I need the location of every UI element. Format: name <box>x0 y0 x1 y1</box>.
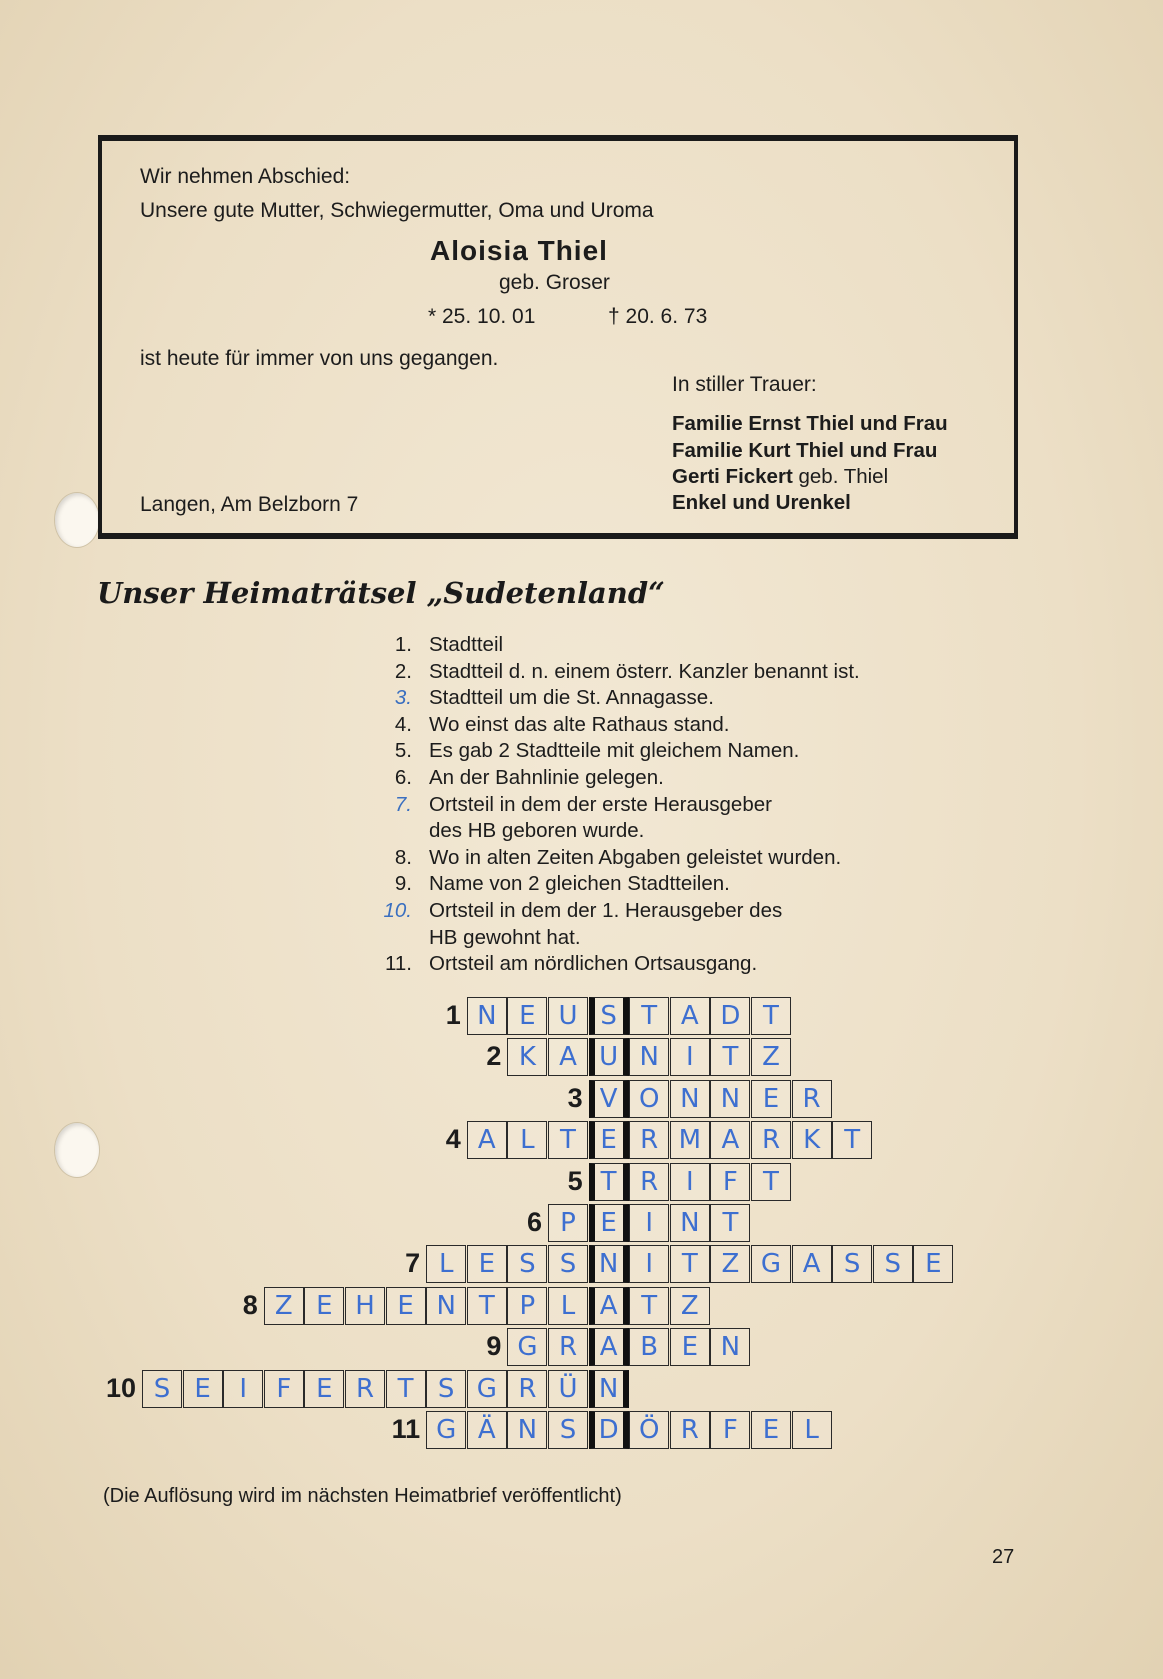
clue-number: 11. <box>385 952 412 976</box>
grid-cell[interactable]: I <box>670 1038 710 1076</box>
grid-cell[interactable]: N <box>467 997 507 1035</box>
grid-cell[interactable]: N <box>589 1245 629 1283</box>
death-date: † 20. 6. 73 <box>608 305 708 328</box>
mourner-1: Familie Ernst Thiel und Frau <box>672 412 948 435</box>
notice-gone-text: ist heute für immer von uns gegangen. <box>140 347 499 370</box>
grid-cell[interactable]: E <box>507 997 547 1035</box>
clue-number: 9. <box>394 872 412 896</box>
mourner-3-name: Gerti Fickert <box>672 465 793 488</box>
grid-cell[interactable]: P <box>548 1204 588 1242</box>
grid-cell[interactable]: S <box>548 1411 588 1449</box>
grid-cell[interactable]: T <box>589 1163 629 1201</box>
grid-cell[interactable]: G <box>467 1370 507 1408</box>
grid-cell[interactable]: Z <box>710 1245 750 1283</box>
grid-cell[interactable]: T <box>751 1163 791 1201</box>
grid-cell[interactable]: O <box>629 1080 669 1118</box>
mourner-3 <box>672 465 888 489</box>
grid-cell[interactable]: E <box>183 1370 223 1408</box>
grid-cell[interactable]: F <box>264 1370 304 1408</box>
grid-cell[interactable]: E <box>589 1121 629 1159</box>
grid-cell[interactable]: I <box>629 1204 669 1242</box>
grid-cell[interactable]: T <box>710 1038 750 1076</box>
grid-cell[interactable]: N <box>670 1080 710 1118</box>
grid-cell[interactable]: F <box>710 1411 750 1449</box>
grid-cell[interactable]: K <box>507 1038 547 1076</box>
grid-cell[interactable]: Ö <box>629 1411 669 1449</box>
grid-cell[interactable]: L <box>426 1245 466 1283</box>
grid-cell[interactable]: G <box>507 1328 547 1366</box>
grid-cell[interactable]: M <box>670 1121 710 1159</box>
grid-cell[interactable]: R <box>792 1080 832 1118</box>
grid-cell[interactable]: R <box>507 1370 547 1408</box>
clue-text: Stadtteil d. n. einem österr. Kanzler benannt ist. <box>429 659 860 683</box>
clue-number: 3. <box>394 686 412 710</box>
grid-row-number: 10 <box>105 1372 136 1403</box>
punch-hole-bottom <box>54 1122 100 1178</box>
deceased-name: Aloisia Thiel <box>430 235 608 266</box>
clue-text: HB gewohnt hat. <box>429 925 581 949</box>
grid-cell[interactable]: Z <box>751 1038 791 1076</box>
clue-text: Wo in alten Zeiten Abgaben geleistet wurden. <box>429 845 842 869</box>
grid-cell[interactable]: N <box>710 1080 750 1118</box>
grid-cell[interactable]: E <box>589 1204 629 1242</box>
clue-text: Stadtteil <box>429 633 504 656</box>
grid-row-number: 11 <box>391 1414 421 1444</box>
grid-cell[interactable]: N <box>710 1328 750 1366</box>
grid-row-number: 4 <box>445 1124 461 1155</box>
clue-number: 1. <box>394 633 412 656</box>
grid-cell[interactable]: N <box>670 1204 710 1242</box>
grid-cell[interactable]: T <box>386 1370 426 1408</box>
clue-number: 5. <box>394 739 412 763</box>
page-number: 27 <box>992 1546 1015 1568</box>
grid-cell[interactable]: N <box>589 1370 629 1408</box>
notice-intro: Wir nehmen Abschied: <box>140 165 351 188</box>
clue-number: 2. <box>394 659 412 683</box>
grid-cell[interactable]: F <box>710 1163 750 1201</box>
grid-cell[interactable]: S <box>548 1245 588 1283</box>
grid-cell[interactable]: R <box>345 1370 385 1408</box>
grid-row-number: 3 <box>567 1082 583 1113</box>
grid-row-number: 9 <box>486 1331 502 1362</box>
maiden-name: geb. Groser <box>499 271 610 294</box>
grid-cell[interactable]: S <box>589 997 629 1035</box>
grid-row-number: 5 <box>567 1165 583 1196</box>
grid-row-number: 2 <box>486 1041 502 1072</box>
obituary-notice <box>98 135 1018 539</box>
grid-cell[interactable]: E <box>751 1080 791 1118</box>
clue-text: Ortsteil am nördlichen Ortsausgang. <box>429 952 758 976</box>
grid-cell[interactable]: Ä <box>467 1411 507 1449</box>
mourner-2: Familie Kurt Thiel und Frau <box>672 439 938 462</box>
mourning-heading: In stiller Trauer: <box>672 373 817 396</box>
clue-number: 4. <box>394 712 412 736</box>
grid-cell[interactable]: K <box>792 1121 832 1159</box>
mourner-4: Enkel und Urenkel <box>672 491 851 514</box>
notice-relation: Unsere gute Mutter, Schwiegermutter, Oma und Uroma <box>140 199 654 222</box>
grid-row-number: 6 <box>526 1207 542 1237</box>
clue-text: Es gab 2 Stadtteile mit gleichem Namen. <box>429 739 800 763</box>
grid-cell[interactable]: E <box>751 1411 791 1449</box>
clue-number: 6. <box>394 766 412 789</box>
grid-cell[interactable]: A <box>548 1038 588 1076</box>
grid-cell[interactable]: E <box>304 1287 344 1325</box>
clue-text: Ortsteil in dem der erste Herausgeber <box>429 792 772 816</box>
grid-cell[interactable]: A <box>710 1121 750 1159</box>
grid-cell[interactable]: I <box>670 1163 710 1201</box>
grid-cell[interactable]: N <box>507 1411 547 1449</box>
grid-cell[interactable]: S <box>507 1245 547 1283</box>
clue-text: Name von 2 gleichen Stadtteilen. <box>429 872 730 896</box>
grid-cell[interactable]: D <box>710 997 750 1035</box>
birth-date: * 25. 10. 01 <box>428 305 536 328</box>
grid-cell[interactable]: T <box>629 997 669 1035</box>
grid-cell[interactable]: U <box>548 997 588 1035</box>
grid-cell[interactable]: E <box>670 1328 710 1366</box>
grid-cell[interactable]: A <box>792 1245 832 1283</box>
clue-text: An der Bahnlinie gelegen. <box>429 766 664 789</box>
grid-cell[interactable]: E <box>467 1245 507 1283</box>
clue-number: 7. <box>394 792 412 816</box>
grid-cell[interactable]: I <box>629 1245 669 1283</box>
grid-cell[interactable]: E <box>913 1245 953 1283</box>
grid-cell[interactable]: U <box>589 1038 629 1076</box>
grid-row-number: 1 <box>445 1000 461 1030</box>
grid-cell[interactable]: S <box>873 1245 913 1283</box>
grid-cell[interactable]: R <box>629 1121 669 1159</box>
grid-cell[interactable]: N <box>426 1287 466 1325</box>
grid-cell[interactable]: Z <box>264 1287 304 1325</box>
grid-cell[interactable]: H <box>345 1287 385 1325</box>
grid-cell[interactable]: A <box>670 997 710 1035</box>
grid-cell[interactable]: T <box>751 997 791 1035</box>
grid-cell[interactable]: T <box>629 1287 669 1325</box>
footer-note: (Die Auflösung wird im nächsten Heimatbrief veröffentlicht) <box>103 1485 622 1507</box>
grid-cell[interactable]: P <box>507 1287 547 1325</box>
grid-cell[interactable]: S <box>426 1370 466 1408</box>
grid-cell[interactable]: T <box>710 1204 750 1242</box>
grid-cell[interactable]: R <box>751 1121 791 1159</box>
notice-address: Langen, Am Belzborn 7 <box>140 493 359 516</box>
grid-cell[interactable]: T <box>467 1287 507 1325</box>
grid-cell[interactable]: Ü <box>548 1370 588 1408</box>
grid-cell[interactable]: T <box>832 1121 872 1159</box>
grid-cell[interactable]: L <box>507 1121 547 1159</box>
clue-number: 10. <box>383 899 412 922</box>
grid-cell[interactable]: R <box>629 1163 669 1201</box>
grid-cell[interactable]: T <box>548 1121 588 1159</box>
grid-row-number: 7 <box>405 1248 421 1279</box>
grid-cell[interactable]: G <box>426 1411 466 1449</box>
grid-cell[interactable]: G <box>751 1245 791 1283</box>
grid-cell[interactable]: V <box>589 1080 629 1118</box>
grid-row-number: 8 <box>242 1289 258 1320</box>
grid-cell[interactable]: L <box>548 1287 588 1325</box>
grid-cell[interactable]: E <box>386 1287 426 1325</box>
grid-cell[interactable]: L <box>792 1411 832 1449</box>
clue-text: Stadtteil um die St. Annagasse. <box>429 686 714 710</box>
grid-cell[interactable]: T <box>670 1245 710 1283</box>
grid-cell[interactable]: R <box>548 1328 588 1366</box>
grid-cell[interactable]: R <box>670 1411 710 1449</box>
punch-hole-top <box>54 492 100 548</box>
grid-cell[interactable]: B <box>629 1328 669 1366</box>
grid-cell[interactable]: A <box>589 1328 629 1366</box>
grid-cell[interactable]: Z <box>670 1287 710 1325</box>
grid-cell[interactable]: A <box>467 1121 507 1159</box>
grid-cell[interactable]: N <box>629 1038 669 1076</box>
clue-number: 8. <box>394 845 412 869</box>
clue-text: Wo einst das alte Rathaus stand. <box>429 712 730 736</box>
puzzle-title: Unser Heimaträtsel „Sudetenland“ <box>97 576 665 610</box>
grid-cell[interactable]: I <box>223 1370 263 1408</box>
grid-cell[interactable]: E <box>304 1370 344 1408</box>
grid-cell[interactable]: A <box>589 1287 629 1325</box>
mourner-3-suffix: geb. Thiel <box>798 465 889 488</box>
grid-cell[interactable]: D <box>589 1411 629 1449</box>
clue-text: Ortsteil in dem der 1. Herausgeber des <box>429 899 783 922</box>
grid-cell[interactable]: S <box>142 1370 182 1408</box>
grid-cell[interactable]: S <box>832 1245 872 1283</box>
clue-text: des HB geboren wurde. <box>429 819 645 843</box>
